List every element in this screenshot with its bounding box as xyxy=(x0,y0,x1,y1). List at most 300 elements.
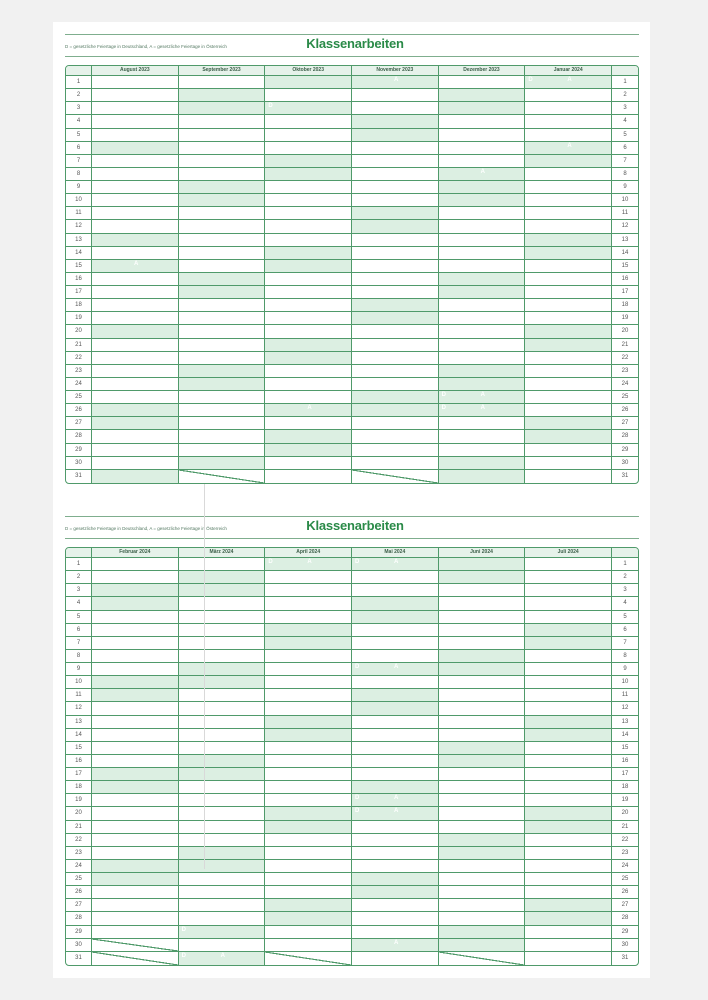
day-cell[interactable] xyxy=(179,115,266,128)
day-cell[interactable] xyxy=(92,558,179,571)
day-cell[interactable] xyxy=(525,102,612,115)
day-cell[interactable] xyxy=(439,299,526,312)
day-cell[interactable] xyxy=(265,129,352,142)
day-cell[interactable] xyxy=(439,457,526,470)
day-cell[interactable] xyxy=(92,444,179,457)
day-cell[interactable] xyxy=(525,912,612,925)
day-cell[interactable] xyxy=(92,886,179,899)
day-cell[interactable] xyxy=(92,365,179,378)
day-cell[interactable] xyxy=(92,404,179,417)
day-cell[interactable] xyxy=(92,168,179,181)
day-cell[interactable] xyxy=(92,417,179,430)
day-cell[interactable] xyxy=(439,247,526,260)
day-cell[interactable] xyxy=(439,220,526,233)
day-cell[interactable] xyxy=(352,926,439,939)
day-cell[interactable] xyxy=(439,624,526,637)
day-cell[interactable] xyxy=(525,939,612,952)
day-cell[interactable] xyxy=(92,339,179,352)
day-cell[interactable] xyxy=(92,794,179,807)
day-cell[interactable] xyxy=(352,155,439,168)
day-cell[interactable] xyxy=(265,352,352,365)
day-cell[interactable] xyxy=(352,650,439,663)
day-cell[interactable] xyxy=(352,611,439,624)
day-cell[interactable] xyxy=(265,611,352,624)
day-cell[interactable] xyxy=(439,939,526,952)
day-cell[interactable] xyxy=(352,834,439,847)
day-cell[interactable] xyxy=(525,168,612,181)
day-cell[interactable] xyxy=(525,742,612,755)
day-cell[interactable] xyxy=(179,352,266,365)
day-cell[interactable] xyxy=(265,886,352,899)
day-cell[interactable] xyxy=(265,939,352,952)
day-cell[interactable] xyxy=(92,155,179,168)
day-cell[interactable] xyxy=(265,168,352,181)
day-cell[interactable] xyxy=(352,234,439,247)
day-cell[interactable] xyxy=(439,807,526,820)
day-cell[interactable] xyxy=(439,234,526,247)
day-cell[interactable] xyxy=(265,247,352,260)
day-cell[interactable] xyxy=(525,584,612,597)
day-cell[interactable] xyxy=(179,168,266,181)
day-cell[interactable] xyxy=(265,597,352,610)
day-cell[interactable] xyxy=(179,365,266,378)
day-cell[interactable] xyxy=(525,325,612,338)
day-cell[interactable] xyxy=(92,624,179,637)
day-cell[interactable] xyxy=(525,597,612,610)
day-cell[interactable] xyxy=(352,325,439,338)
day-cell[interactable] xyxy=(525,781,612,794)
day-cell[interactable] xyxy=(352,260,439,273)
day-cell[interactable] xyxy=(265,702,352,715)
day-cell[interactable] xyxy=(179,912,266,925)
day-cell[interactable] xyxy=(352,939,439,952)
day-cell[interactable] xyxy=(525,729,612,742)
day-cell[interactable] xyxy=(352,352,439,365)
day-cell[interactable] xyxy=(92,457,179,470)
day-cell[interactable] xyxy=(439,821,526,834)
day-cell[interactable] xyxy=(439,637,526,650)
day-cell[interactable] xyxy=(352,286,439,299)
day-cell[interactable] xyxy=(265,847,352,860)
day-cell[interactable] xyxy=(265,339,352,352)
day-cell[interactable] xyxy=(439,430,526,443)
day-cell[interactable] xyxy=(525,571,612,584)
day-cell[interactable] xyxy=(265,716,352,729)
day-cell[interactable] xyxy=(179,260,266,273)
day-cell[interactable] xyxy=(265,768,352,781)
day-cell[interactable] xyxy=(525,821,612,834)
day-cell[interactable] xyxy=(525,702,612,715)
day-cell[interactable] xyxy=(352,663,439,676)
day-cell[interactable] xyxy=(179,430,266,443)
day-cell[interactable] xyxy=(352,755,439,768)
day-cell[interactable] xyxy=(525,794,612,807)
day-cell[interactable] xyxy=(525,129,612,142)
day-cell[interactable] xyxy=(179,234,266,247)
day-cell[interactable] xyxy=(179,76,266,89)
day-cell[interactable] xyxy=(352,365,439,378)
day-cell[interactable] xyxy=(439,339,526,352)
day-cell[interactable] xyxy=(439,571,526,584)
day-cell[interactable] xyxy=(439,558,526,571)
day-cell[interactable] xyxy=(352,404,439,417)
day-cell[interactable] xyxy=(92,299,179,312)
day-cell[interactable] xyxy=(525,404,612,417)
day-cell[interactable] xyxy=(92,181,179,194)
day-cell[interactable] xyxy=(439,860,526,873)
day-cell[interactable] xyxy=(525,365,612,378)
day-cell[interactable] xyxy=(92,781,179,794)
day-cell[interactable] xyxy=(265,637,352,650)
day-cell[interactable] xyxy=(525,207,612,220)
day-cell[interactable] xyxy=(439,834,526,847)
day-cell[interactable] xyxy=(439,352,526,365)
day-cell[interactable] xyxy=(352,716,439,729)
day-cell[interactable] xyxy=(352,430,439,443)
day-cell[interactable] xyxy=(265,926,352,939)
day-cell[interactable] xyxy=(525,273,612,286)
day-cell[interactable] xyxy=(265,378,352,391)
day-cell[interactable] xyxy=(265,312,352,325)
day-cell[interactable] xyxy=(525,430,612,443)
day-cell[interactable] xyxy=(439,716,526,729)
day-cell[interactable] xyxy=(92,194,179,207)
day-cell[interactable] xyxy=(352,886,439,899)
day-cell[interactable] xyxy=(525,847,612,860)
day-cell[interactable] xyxy=(525,339,612,352)
day-cell[interactable] xyxy=(439,470,526,483)
day-cell[interactable] xyxy=(439,611,526,624)
day-cell[interactable] xyxy=(439,926,526,939)
day-cell[interactable] xyxy=(352,273,439,286)
day-cell[interactable] xyxy=(525,899,612,912)
day-cell[interactable] xyxy=(525,247,612,260)
day-cell[interactable] xyxy=(352,207,439,220)
day-cell[interactable] xyxy=(352,702,439,715)
day-cell[interactable] xyxy=(439,873,526,886)
day-cell[interactable] xyxy=(525,663,612,676)
day-cell[interactable] xyxy=(352,444,439,457)
day-cell[interactable] xyxy=(179,886,266,899)
day-cell[interactable] xyxy=(525,312,612,325)
day-cell[interactable] xyxy=(439,650,526,663)
day-cell[interactable] xyxy=(265,821,352,834)
day-cell[interactable] xyxy=(352,624,439,637)
day-cell[interactable] xyxy=(439,584,526,597)
day-cell[interactable] xyxy=(265,558,352,571)
day-cell[interactable] xyxy=(352,378,439,391)
day-cell[interactable] xyxy=(525,807,612,820)
day-cell[interactable] xyxy=(439,312,526,325)
day-cell[interactable] xyxy=(179,339,266,352)
day-cell[interactable] xyxy=(92,742,179,755)
day-cell[interactable] xyxy=(179,558,266,571)
day-cell[interactable] xyxy=(179,286,266,299)
day-cell[interactable] xyxy=(525,391,612,404)
day-cell[interactable] xyxy=(92,821,179,834)
day-cell[interactable] xyxy=(439,181,526,194)
day-cell[interactable] xyxy=(265,273,352,286)
day-cell[interactable] xyxy=(352,339,439,352)
day-cell[interactable] xyxy=(525,886,612,899)
day-cell[interactable] xyxy=(179,716,266,729)
day-cell[interactable] xyxy=(352,584,439,597)
day-cell[interactable] xyxy=(439,729,526,742)
day-cell[interactable] xyxy=(439,325,526,338)
day-cell[interactable] xyxy=(525,457,612,470)
day-cell[interactable] xyxy=(265,470,352,483)
day-cell[interactable] xyxy=(92,247,179,260)
day-cell[interactable] xyxy=(179,129,266,142)
day-cell[interactable] xyxy=(265,873,352,886)
day-cell[interactable] xyxy=(92,286,179,299)
day-cell[interactable] xyxy=(352,742,439,755)
day-cell[interactable] xyxy=(439,899,526,912)
day-cell[interactable] xyxy=(439,847,526,860)
day-cell[interactable] xyxy=(92,676,179,689)
day-cell[interactable] xyxy=(525,417,612,430)
day-cell[interactable] xyxy=(179,611,266,624)
day-cell[interactable] xyxy=(439,663,526,676)
day-cell[interactable] xyxy=(92,260,179,273)
day-cell[interactable] xyxy=(92,312,179,325)
day-cell[interactable] xyxy=(352,597,439,610)
day-cell[interactable] xyxy=(352,873,439,886)
day-cell[interactable] xyxy=(525,755,612,768)
day-cell[interactable] xyxy=(179,768,266,781)
day-cell[interactable] xyxy=(525,952,612,965)
day-cell[interactable] xyxy=(179,220,266,233)
day-cell[interactable] xyxy=(179,689,266,702)
day-cell[interactable] xyxy=(525,260,612,273)
day-cell[interactable] xyxy=(92,597,179,610)
day-cell[interactable] xyxy=(352,89,439,102)
day-cell[interactable] xyxy=(439,912,526,925)
day-cell[interactable] xyxy=(352,794,439,807)
day-cell[interactable] xyxy=(92,142,179,155)
day-cell[interactable] xyxy=(439,286,526,299)
day-cell[interactable] xyxy=(352,168,439,181)
day-cell[interactable] xyxy=(179,781,266,794)
day-cell[interactable] xyxy=(92,873,179,886)
day-cell[interactable] xyxy=(265,404,352,417)
day-cell[interactable] xyxy=(265,102,352,115)
day-cell[interactable] xyxy=(439,768,526,781)
day-cell[interactable] xyxy=(352,689,439,702)
day-cell[interactable] xyxy=(265,194,352,207)
day-cell[interactable] xyxy=(265,742,352,755)
day-cell[interactable] xyxy=(352,768,439,781)
day-cell[interactable] xyxy=(352,821,439,834)
day-cell[interactable] xyxy=(265,899,352,912)
day-cell[interactable] xyxy=(525,115,612,128)
day-cell[interactable] xyxy=(265,676,352,689)
day-cell[interactable] xyxy=(179,834,266,847)
day-cell[interactable] xyxy=(439,755,526,768)
day-cell[interactable] xyxy=(439,365,526,378)
day-cell[interactable] xyxy=(439,794,526,807)
day-cell[interactable] xyxy=(179,794,266,807)
day-cell[interactable] xyxy=(92,755,179,768)
day-cell[interactable] xyxy=(439,115,526,128)
day-cell[interactable] xyxy=(92,729,179,742)
day-cell[interactable] xyxy=(179,417,266,430)
day-cell[interactable] xyxy=(265,115,352,128)
day-cell[interactable] xyxy=(92,234,179,247)
day-cell[interactable] xyxy=(352,781,439,794)
day-cell[interactable] xyxy=(525,676,612,689)
day-cell[interactable] xyxy=(525,470,612,483)
day-cell[interactable] xyxy=(439,886,526,899)
day-cell[interactable] xyxy=(352,952,439,965)
day-cell[interactable] xyxy=(265,76,352,89)
day-cell[interactable] xyxy=(525,873,612,886)
day-cell[interactable] xyxy=(92,637,179,650)
day-cell[interactable] xyxy=(92,860,179,873)
day-cell[interactable] xyxy=(179,457,266,470)
day-cell[interactable] xyxy=(92,325,179,338)
day-cell[interactable] xyxy=(352,457,439,470)
day-cell[interactable] xyxy=(352,899,439,912)
day-cell[interactable] xyxy=(265,299,352,312)
day-cell[interactable] xyxy=(179,299,266,312)
day-cell[interactable] xyxy=(352,129,439,142)
day-cell[interactable] xyxy=(525,234,612,247)
day-cell[interactable] xyxy=(92,584,179,597)
day-cell[interactable] xyxy=(352,847,439,860)
day-cell[interactable] xyxy=(525,181,612,194)
day-cell[interactable] xyxy=(525,689,612,702)
day-cell[interactable] xyxy=(439,702,526,715)
day-cell[interactable] xyxy=(179,378,266,391)
day-cell[interactable] xyxy=(352,912,439,925)
day-cell[interactable] xyxy=(525,286,612,299)
day-cell[interactable] xyxy=(265,220,352,233)
day-cell[interactable] xyxy=(179,624,266,637)
day-cell[interactable] xyxy=(525,444,612,457)
day-cell[interactable] xyxy=(265,444,352,457)
day-cell[interactable] xyxy=(179,821,266,834)
day-cell[interactable] xyxy=(439,155,526,168)
day-cell[interactable] xyxy=(265,571,352,584)
day-cell[interactable] xyxy=(352,860,439,873)
day-cell[interactable] xyxy=(179,391,266,404)
day-cell[interactable] xyxy=(439,417,526,430)
day-cell[interactable] xyxy=(92,834,179,847)
day-cell[interactable] xyxy=(265,794,352,807)
day-cell[interactable] xyxy=(265,834,352,847)
day-cell[interactable] xyxy=(179,194,266,207)
day-cell[interactable] xyxy=(525,834,612,847)
day-cell[interactable] xyxy=(439,76,526,89)
day-cell[interactable] xyxy=(352,142,439,155)
day-cell[interactable] xyxy=(265,325,352,338)
day-cell[interactable] xyxy=(92,378,179,391)
day-cell[interactable] xyxy=(92,430,179,443)
day-cell[interactable] xyxy=(352,76,439,89)
day-cell[interactable] xyxy=(92,847,179,860)
day-cell[interactable] xyxy=(179,899,266,912)
day-cell[interactable] xyxy=(525,716,612,729)
day-cell[interactable] xyxy=(525,155,612,168)
day-cell[interactable] xyxy=(439,168,526,181)
day-cell[interactable] xyxy=(92,912,179,925)
day-cell[interactable] xyxy=(439,142,526,155)
day-cell[interactable] xyxy=(352,220,439,233)
day-cell[interactable] xyxy=(439,102,526,115)
day-cell[interactable] xyxy=(439,391,526,404)
day-cell[interactable] xyxy=(179,729,266,742)
day-cell[interactable] xyxy=(525,378,612,391)
day-cell[interactable] xyxy=(352,637,439,650)
day-cell[interactable] xyxy=(265,755,352,768)
day-cell[interactable] xyxy=(92,663,179,676)
day-cell[interactable] xyxy=(92,611,179,624)
day-cell[interactable] xyxy=(265,689,352,702)
day-cell[interactable] xyxy=(265,807,352,820)
day-cell[interactable] xyxy=(439,781,526,794)
day-cell[interactable] xyxy=(179,89,266,102)
day-cell[interactable] xyxy=(92,650,179,663)
day-cell[interactable] xyxy=(92,115,179,128)
day-cell[interactable] xyxy=(265,663,352,676)
day-cell[interactable] xyxy=(352,115,439,128)
day-cell[interactable] xyxy=(352,312,439,325)
day-cell[interactable] xyxy=(92,129,179,142)
day-cell[interactable] xyxy=(92,102,179,115)
day-cell[interactable] xyxy=(179,584,266,597)
day-cell[interactable] xyxy=(179,155,266,168)
day-cell[interactable] xyxy=(179,807,266,820)
day-cell[interactable] xyxy=(179,939,266,952)
day-cell[interactable] xyxy=(265,457,352,470)
day-cell[interactable] xyxy=(179,404,266,417)
day-cell[interactable] xyxy=(439,273,526,286)
day-cell[interactable] xyxy=(179,755,266,768)
day-cell[interactable] xyxy=(265,860,352,873)
day-cell[interactable] xyxy=(439,194,526,207)
day-cell[interactable] xyxy=(179,571,266,584)
day-cell[interactable] xyxy=(525,299,612,312)
day-cell[interactable] xyxy=(92,768,179,781)
day-cell[interactable] xyxy=(92,273,179,286)
day-cell[interactable] xyxy=(525,89,612,102)
day-cell[interactable] xyxy=(265,417,352,430)
day-cell[interactable] xyxy=(525,768,612,781)
day-cell[interactable] xyxy=(352,417,439,430)
day-cell[interactable] xyxy=(179,312,266,325)
day-cell[interactable] xyxy=(265,781,352,794)
day-cell[interactable] xyxy=(179,597,266,610)
day-cell[interactable] xyxy=(92,807,179,820)
day-cell[interactable] xyxy=(439,89,526,102)
day-cell[interactable] xyxy=(439,444,526,457)
day-cell[interactable] xyxy=(439,597,526,610)
day-cell[interactable] xyxy=(525,860,612,873)
day-cell[interactable] xyxy=(179,742,266,755)
day-cell[interactable] xyxy=(179,650,266,663)
day-cell[interactable] xyxy=(439,689,526,702)
day-cell[interactable] xyxy=(352,247,439,260)
day-cell[interactable] xyxy=(265,650,352,663)
day-cell[interactable] xyxy=(179,663,266,676)
day-cell[interactable] xyxy=(92,391,179,404)
day-cell[interactable] xyxy=(179,952,266,965)
day-cell[interactable] xyxy=(352,676,439,689)
day-cell[interactable] xyxy=(92,702,179,715)
day-cell[interactable] xyxy=(92,220,179,233)
day-cell[interactable] xyxy=(352,181,439,194)
